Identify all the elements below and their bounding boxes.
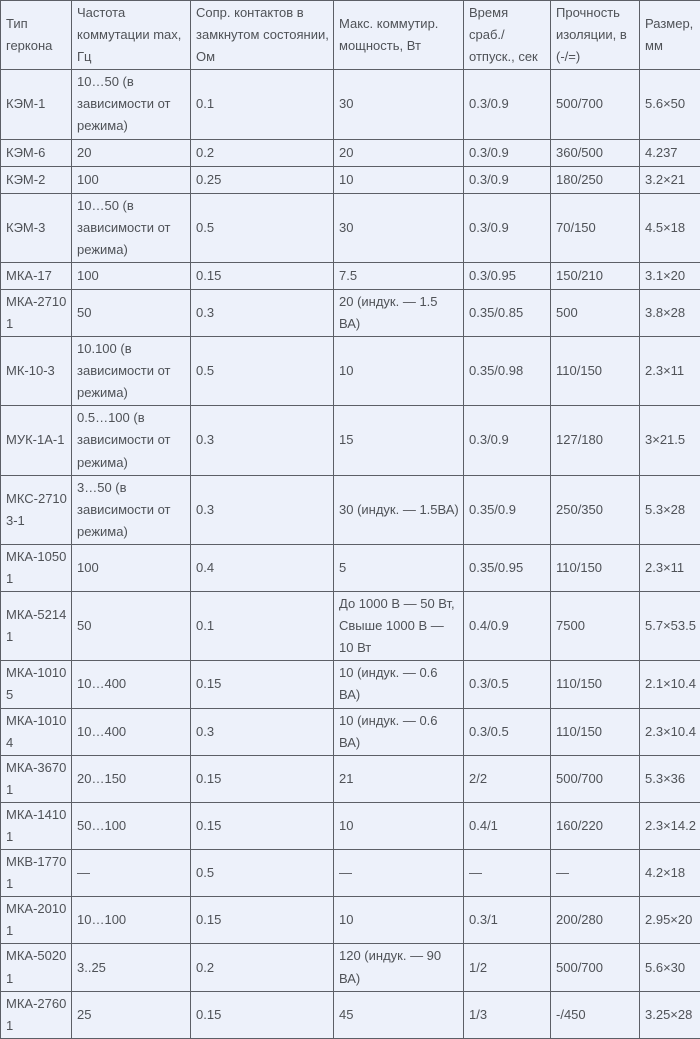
table-cell: 10…50 (в зависимости от режима): [72, 193, 191, 262]
table-cell: 0.3/0.9: [464, 70, 551, 139]
table-cell: 100: [72, 544, 191, 591]
table-cell: 200/280: [551, 897, 640, 944]
table-cell: 0.3/0.9: [464, 166, 551, 193]
table-cell: 10…400: [72, 661, 191, 708]
table-cell: 500/700: [551, 70, 640, 139]
table-cell: 0.35/0.95: [464, 544, 551, 591]
table-cell: -/450: [551, 991, 640, 1038]
table-cell: 0.1: [191, 70, 334, 139]
table-cell: 5.6×50: [640, 70, 700, 139]
table-cell: 3.2×21: [640, 166, 700, 193]
table-cell: 500/700: [551, 755, 640, 802]
table-cell: 1/2: [464, 944, 551, 991]
table-row: [1, 262, 700, 289]
table-cell: 0.3/0.9: [464, 193, 551, 262]
table-cell: 500/700: [551, 944, 640, 991]
column-header: Частота коммутации max, Гц: [72, 1, 191, 70]
table-cell: 20: [72, 139, 191, 166]
table-cell: 250/350: [551, 475, 640, 544]
table-cell: 30 (индук. — 1.5ВА): [334, 475, 464, 544]
table-cell: 70/150: [551, 193, 640, 262]
reed-switch-type-cell: МУК-1А-1: [1, 406, 72, 475]
table-cell: 0.5: [191, 193, 334, 262]
table-cell: 0.15: [191, 802, 334, 849]
column-header: Макс. коммутир. мощность, Вт: [334, 1, 464, 70]
table-cell: 15: [334, 406, 464, 475]
table-cell: 20…150: [72, 755, 191, 802]
table-cell: 0.35/0.98: [464, 337, 551, 406]
table-cell: 0.35/0.9: [464, 475, 551, 544]
reed-switch-type-cell: КЭМ-3: [1, 193, 72, 262]
reed-switch-type-cell: МКА-10105: [1, 661, 72, 708]
table-cell: 4.2×18: [640, 850, 700, 897]
table-cell: 0.35/0.85: [464, 289, 551, 336]
table-row: [1, 406, 700, 475]
table-cell: 20: [334, 139, 464, 166]
reed-switch-type-cell: КЭМ-2: [1, 166, 72, 193]
table-cell: 2.95×20: [640, 897, 700, 944]
table-cell: 5.6×30: [640, 944, 700, 991]
table-cell: 0.3/0.5: [464, 708, 551, 755]
table-row: [1, 661, 700, 708]
table-cell: 127/180: [551, 406, 640, 475]
table-cell: 0.3/0.9: [464, 139, 551, 166]
table-cell: 100: [72, 262, 191, 289]
column-header: Время сраб./отпуск., сек: [464, 1, 551, 70]
reed-switch-type-cell: МКА-17: [1, 262, 72, 289]
reed-switch-type-cell: МКС-27103-1: [1, 475, 72, 544]
table-row: [1, 289, 700, 336]
table-cell: 120 (индук. — 90 ВА): [334, 944, 464, 991]
reed-switch-type-cell: МКВ-17701: [1, 850, 72, 897]
table-cell: 10 (индук. — 0.6 ВА): [334, 661, 464, 708]
table-cell: 0.3/0.5: [464, 661, 551, 708]
table-cell: —: [72, 850, 191, 897]
table-cell: 5.3×28: [640, 475, 700, 544]
table-row: [1, 944, 700, 991]
table-cell: 50: [72, 592, 191, 661]
table-cell: 25: [72, 991, 191, 1038]
table-row: [1, 897, 700, 944]
table-cell: 110/150: [551, 708, 640, 755]
table-cell: 3…50 (в зависимости от режима): [72, 475, 191, 544]
table-body: [1, 70, 700, 1039]
reed-switch-type-cell: МК-10-3: [1, 337, 72, 406]
table-cell: 3.25×28: [640, 991, 700, 1038]
table-row: [1, 166, 700, 193]
table-cell: 3.8×28: [640, 289, 700, 336]
table-cell: 3.1×20: [640, 262, 700, 289]
table-cell: 0.3: [191, 475, 334, 544]
column-header: Прочность изоляции, в (-/=): [551, 1, 640, 70]
table-row: [1, 755, 700, 802]
table-cell: 0.3: [191, 406, 334, 475]
table-cell: 0.2: [191, 944, 334, 991]
table-row: [1, 544, 700, 591]
column-header: Размер, мм: [640, 1, 700, 70]
table-cell: 10: [334, 337, 464, 406]
table-cell: 0.15: [191, 991, 334, 1038]
table-cell: 110/150: [551, 337, 640, 406]
table-cell: 4.237: [640, 139, 700, 166]
table-cell: 2/2: [464, 755, 551, 802]
table-cell: 110/150: [551, 544, 640, 591]
table-cell: 0.3: [191, 289, 334, 336]
table-row: [1, 991, 700, 1038]
table-cell: 2.3×10.4: [640, 708, 700, 755]
table-cell: 110/150: [551, 661, 640, 708]
table-cell: 10…50 (в зависимости от режима): [72, 70, 191, 139]
table-cell: 0.3/1: [464, 897, 551, 944]
reed-switch-type-cell: МКА-50201: [1, 944, 72, 991]
column-header: Сопр. контактов в замкнутом состоянии, Ом: [191, 1, 334, 70]
table-cell: 0.15: [191, 897, 334, 944]
table-cell: 0.25: [191, 166, 334, 193]
table-cell: 10: [334, 166, 464, 193]
reed-switch-type-cell: МКА-10104: [1, 708, 72, 755]
table-cell: 10: [334, 802, 464, 849]
table-cell: 0.5: [191, 850, 334, 897]
table-cell: 0.3: [191, 708, 334, 755]
table-cell: 0.15: [191, 262, 334, 289]
reed-switch-type-cell: КЭМ-6: [1, 139, 72, 166]
table-cell: 10: [334, 897, 464, 944]
reed-switch-type-cell: МКА-27101: [1, 289, 72, 336]
reed-switch-type-cell: МКА-27601: [1, 991, 72, 1038]
table-cell: 30: [334, 70, 464, 139]
table-cell: 0.4/0.9: [464, 592, 551, 661]
table-cell: 3×21.5: [640, 406, 700, 475]
table-row: [1, 70, 700, 139]
table-row: [1, 850, 700, 897]
table-cell: 21: [334, 755, 464, 802]
table-cell: 0.4/1: [464, 802, 551, 849]
table-cell: 150/210: [551, 262, 640, 289]
table-cell: 7.5: [334, 262, 464, 289]
table-cell: 0.2: [191, 139, 334, 166]
table-cell: 2.3×11: [640, 337, 700, 406]
table-cell: 180/250: [551, 166, 640, 193]
table-cell: 3..25: [72, 944, 191, 991]
reed-switch-type-cell: МКА-20101: [1, 897, 72, 944]
table-cell: 2.3×14.2: [640, 802, 700, 849]
table-row: [1, 475, 700, 544]
table-cell: 0.15: [191, 661, 334, 708]
reed-switch-type-cell: МКА-52141: [1, 592, 72, 661]
table-cell: 5.3×36: [640, 755, 700, 802]
table-row: [1, 592, 700, 661]
table-cell: 45: [334, 991, 464, 1038]
table-cell: 2.3×11: [640, 544, 700, 591]
column-header: Тип геркона: [1, 1, 72, 70]
reed-switch-type-cell: КЭМ-1: [1, 70, 72, 139]
table-cell: До 1000 В — 50 Вт, Свыше 1000 В — 10 Вт: [334, 592, 464, 661]
table-cell: 360/500: [551, 139, 640, 166]
table-cell: —: [551, 850, 640, 897]
table-row: [1, 139, 700, 166]
table-cell: 5: [334, 544, 464, 591]
table-cell: 0.4: [191, 544, 334, 591]
table-cell: 2.1×10.4: [640, 661, 700, 708]
table-cell: 10 (индук. — 0.6 ВА): [334, 708, 464, 755]
table-cell: 10…100: [72, 897, 191, 944]
table-cell: 10.100 (в зависимости от режима): [72, 337, 191, 406]
table-cell: —: [334, 850, 464, 897]
table-cell: 50: [72, 289, 191, 336]
table-row: [1, 708, 700, 755]
table-cell: 50…100: [72, 802, 191, 849]
reed-switch-type-cell: МКА-14101: [1, 802, 72, 849]
table-cell: 20 (индук. — 1.5 ВА): [334, 289, 464, 336]
table-cell: 0.1: [191, 592, 334, 661]
reed-switch-type-cell: МКА-36701: [1, 755, 72, 802]
reed-switch-type-cell: МКА-10501: [1, 544, 72, 591]
table-cell: 500: [551, 289, 640, 336]
table-cell: 7500: [551, 592, 640, 661]
table-cell: 160/220: [551, 802, 640, 849]
table-cell: 30: [334, 193, 464, 262]
table-cell: —: [464, 850, 551, 897]
table-row: [1, 337, 700, 406]
table-cell: 100: [72, 166, 191, 193]
table-cell: 5.7×53.5: [640, 592, 700, 661]
table-cell: 4.5×18: [640, 193, 700, 262]
table-cell: 0.3/0.9: [464, 406, 551, 475]
table-header: [1, 1, 700, 70]
table-cell: 0.5…100 (в зависимости от режима): [72, 406, 191, 475]
table-cell: 0.5: [191, 337, 334, 406]
table-cell: 10…400: [72, 708, 191, 755]
table-cell: 0.3/0.95: [464, 262, 551, 289]
table-row: [1, 193, 700, 262]
table-cell: 0.15: [191, 755, 334, 802]
header-row: [1, 1, 700, 70]
table-row: [1, 802, 700, 849]
table-cell: 1/3: [464, 991, 551, 1038]
